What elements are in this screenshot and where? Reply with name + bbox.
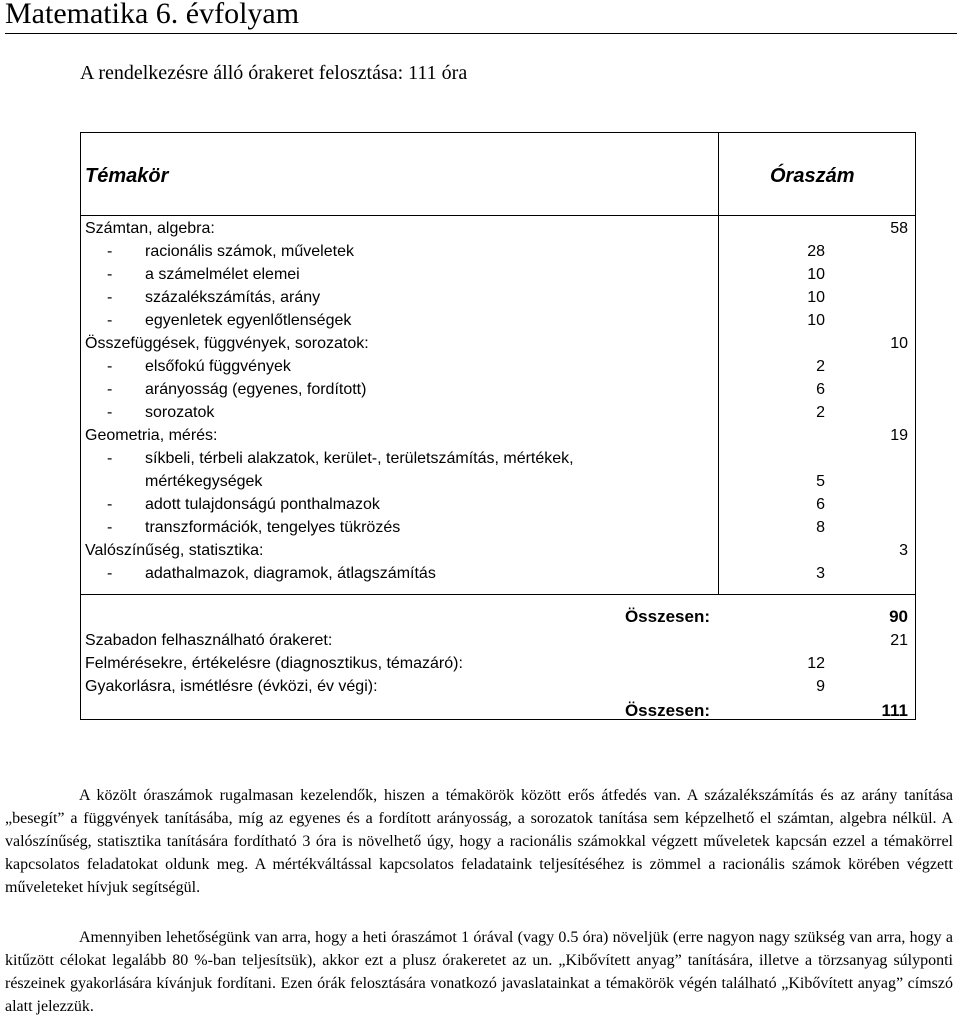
bullet-dash: - (107, 496, 113, 513)
subtopic-label: racionális számok, műveletek (145, 243, 354, 260)
grand-total-label: Összesen: (624, 701, 710, 720)
paragraph-text: A közölt óraszámok rugalmasan kezelendők, hiszen a témakörök között erős átfedés van. A százalékszámítás és az arány tanítása „besegít” a függvények tanításába, míg az egyenes és a fordított arányosság, a sorozatok tanítása sem képzelhető el számtan, algebra nélkül. A valószínűség, statisztika tanítására fordítható 3 óra is növelhető úgy, hogy a racionális számokkal végzett műveletek kapcsán ezzel a témakörrel kapcsolatos feladatokat oldunk meg. A mértékváltással kapcsolatos feladataink teljesítéséhez is zömmel a racionális számok körében végzett műveleteket hívjuk segítségül. (5, 787, 953, 896)
subtopic-hours: 3 (816, 565, 825, 582)
subtopic-row (0, 448, 960, 471)
subtopic-row (0, 517, 960, 540)
topic-total-hours: 19 (890, 427, 908, 444)
grand-total-value: 111 (881, 701, 908, 720)
bullet-dash: - (107, 381, 113, 398)
subtopic-row (0, 287, 960, 310)
subtopic-label: transzformációk, tengelyes tükrözés (145, 519, 401, 536)
grand-total-row (0, 699, 960, 722)
subtopic-row (0, 264, 960, 287)
subtopic-hours: 10 (807, 289, 825, 306)
subtotal-row (0, 605, 960, 628)
topic-total-hours: 58 (890, 220, 908, 237)
topic-total-hours: 3 (899, 542, 908, 559)
subtopic-label-continued: mértékegységek (145, 473, 263, 490)
subtopic-label: síkbeli, térbeli alakzatok, kerület-, területszámítás, mértékek, (145, 450, 574, 467)
paragraph-flexibility (5, 784, 953, 899)
topic-row (0, 540, 960, 563)
subtopic-hours: 28 (807, 243, 825, 260)
subtopic-label: egyenletek egyenlőtlenségek (145, 312, 352, 329)
extra-row (0, 676, 960, 699)
bullet-dash: - (107, 312, 113, 329)
topic-total-hours: 10 (890, 335, 908, 352)
bullet-dash: - (107, 358, 113, 375)
bullet-dash: - (107, 450, 113, 467)
topic-row (0, 425, 960, 448)
subtopic-hours: 6 (816, 381, 825, 398)
subtopic-row (0, 494, 960, 517)
subtotal-value: 90 (889, 607, 908, 626)
extra-hours: 9 (816, 678, 825, 695)
topic-row (0, 218, 960, 241)
subtopic-row (0, 402, 960, 425)
page-title: Matematika 6. évfolyam (5, 0, 300, 30)
paragraph-text: Amennyiben lehetőségünk van arra, hogy a heti óraszámot 1 órával (vagy 0.5 óra) növeljük (erre nagyon nagy szükség van arra, hogy a kitűzött célokat legalább 80 %-ban teljesítsük), akkor ezt a plusz órakeretet az un. „Kibővített anyag” tanítására, illetve a törzsanyag súlyponti részeinek gyakorlására kívánjuk fordítani. Ezen órák felosztására vonatkozó javaslatainkat a témakörök végén található „Kibővített anyag” címszó alatt jelezzük. (5, 929, 953, 1015)
subtopic-hours: 2 (816, 404, 825, 421)
subtopic-row (0, 471, 960, 494)
topic-row (0, 333, 960, 356)
subtopic-hours: 5 (816, 473, 825, 490)
extra-row (0, 630, 960, 653)
subtopic-hours: 10 (807, 266, 825, 283)
bullet-dash: - (107, 243, 113, 260)
subtopic-label: elsőfokú függvények (145, 358, 291, 375)
topic-label: Számtan, algebra: (85, 220, 215, 237)
subtopic-row (0, 241, 960, 264)
subtopic-row (0, 356, 960, 379)
subtopic-label: adott tulajdonságú ponthalmazok (145, 496, 380, 513)
subtopic-hours: 8 (816, 519, 825, 536)
subtopic-row (0, 563, 960, 586)
extra-total-hours: 21 (890, 632, 908, 649)
title-rule (5, 33, 957, 34)
column-header-hours: Óraszám (770, 165, 855, 187)
subtopic-label: arányosság (egyenes, fordított) (145, 381, 367, 398)
bullet-dash: - (107, 565, 113, 582)
subtopic-label: a számelmélet elemei (145, 266, 300, 283)
subtopic-row (0, 379, 960, 402)
table-header-topic-cell (80, 132, 719, 216)
subtotal-label: Összesen: (624, 607, 710, 626)
column-header-topic: Témakör (85, 165, 169, 187)
extra-label: Szabadon felhasználható órakeret: (85, 632, 333, 649)
subtopic-hours: 10 (807, 312, 825, 329)
extra-label: Gyakorlásra, ismétlésre (évközi, év végi): (85, 678, 378, 695)
bullet-dash: - (107, 519, 113, 536)
subtopic-row (0, 310, 960, 333)
topic-label: Geometria, mérés: (85, 427, 218, 444)
subtopic-hours: 6 (816, 496, 825, 513)
extra-label: Felmérésekre, értékelésre (diagnosztikus, témazáró): (85, 655, 463, 672)
subtopic-label: százalékszámítás, arány (145, 289, 321, 306)
subtopic-hours: 2 (816, 358, 825, 375)
extra-hours: 12 (807, 655, 825, 672)
paragraph-extra-hours (5, 926, 953, 1018)
subtopic-label: adathalmazok, diagramok, átlagszámítás (145, 565, 436, 582)
page-subtitle: A rendelkezésre álló órakeret felosztása: 111 óra (80, 62, 468, 84)
bullet-dash: - (107, 404, 113, 421)
topic-label: Összefüggések, függvények, sorozatok: (85, 335, 369, 352)
topic-label: Valószínűség, statisztika: (85, 542, 264, 559)
bullet-dash: - (107, 266, 113, 283)
subtopic-label: sorozatok (145, 404, 215, 421)
bullet-dash: - (107, 289, 113, 306)
extra-row (0, 653, 960, 676)
